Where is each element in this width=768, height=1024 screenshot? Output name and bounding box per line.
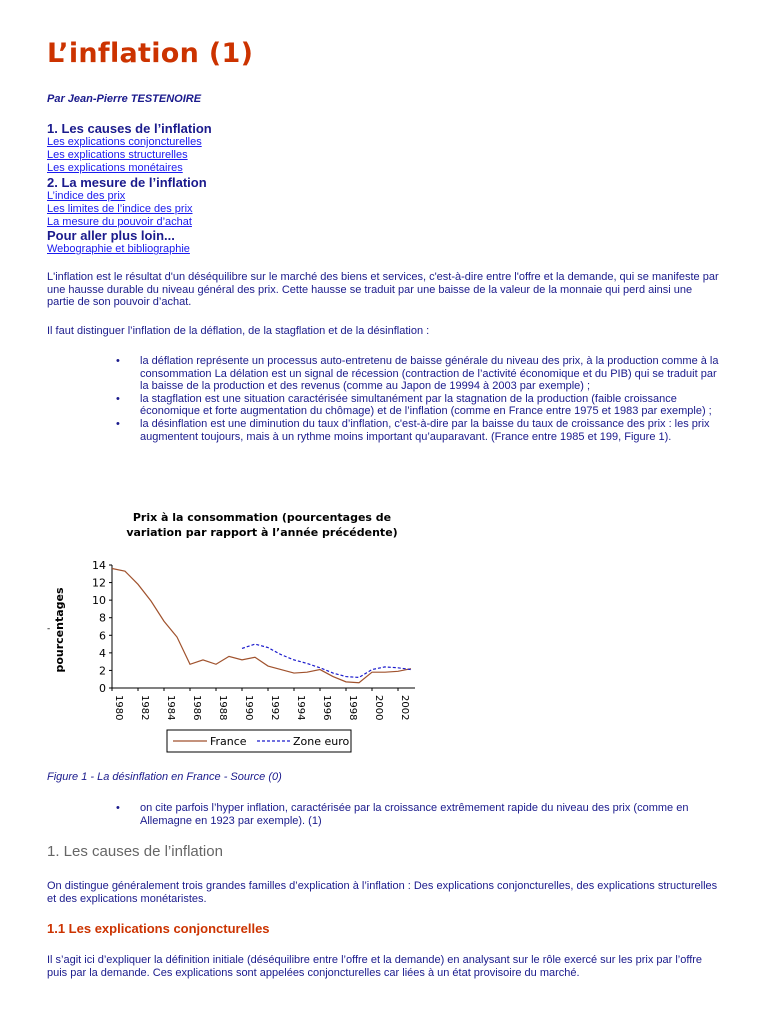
distinguish-paragraph: Il faut distinguer l’inflation de la déflation, de la stagflation et de la désinflation :: [47, 325, 430, 337]
chart-legend: [167, 730, 351, 752]
chart-y-label: pourcentages: [53, 587, 66, 673]
figure-caption: Figure 1 - La désinflation en France - Source (0): [47, 771, 282, 783]
list-item-text: la désinflation est une diminution du taux d’inflation, c'est-à-dire par la baisse du taux de croissance des prix : les prix augmentent toujours, mais à un rythme moins important qu’auparavant. (France entre 1985 et 199, Figure 1).: [140, 417, 710, 443]
toc-link-limites-indice[interactable]: Les limites de l’indice des prix: [47, 202, 193, 215]
y-tick-label: 8: [99, 611, 106, 625]
x-tick-label: 1988: [217, 695, 228, 721]
y-tick-label: 14: [92, 559, 106, 572]
x-tick-label: 1984: [165, 695, 176, 721]
bullet-icon: •: [116, 802, 120, 814]
list-item: [47, 418, 722, 443]
toc-link-structurelles[interactable]: Les explications structurelles: [47, 149, 188, 162]
list-item-text: la déflation représente un processus auto-entretenu de baisse générale du niveau des prix, à la production comme à la consommation La délation est un signal de récession (contraction de l’activité économique et du PIB) qui se traduit par la baisse de la production et des revenus (comme au Japon de 19994 à 2003 par exemple) ;: [140, 355, 719, 393]
y-tick-label: 6: [99, 629, 106, 643]
x-tick-label: 1982: [139, 695, 150, 721]
table-of-contents: [47, 122, 212, 256]
toc-section-2: 2. La mesure de l’inflation: [47, 174, 207, 190]
x-tick-label: 1986: [191, 695, 202, 721]
intro-paragraph: L'inflation est le résultat d'un déséquilibre sur le marché des biens et services, c'est-à-dire entre l'offre et la demande, qui se manifeste par une hausse durable du niveau général des prix. Cette hausse se traduit par une baisse de la valeur de la monnaie qui perd ainsi une partie de son pouvoir d’achat.: [47, 271, 719, 309]
section-1-1-heading: 1.1 Les explications conjoncturelles: [47, 921, 270, 936]
chart-title-line-2: variation par rapport à l’année précédente): [126, 526, 398, 539]
toc-link-webographie[interactable]: Webographie et bibliographie: [47, 243, 190, 256]
chart-title-line-1: Prix à la consommation (pourcentages de: [132, 511, 392, 524]
toc-link-monetaires[interactable]: Les explications monétaires: [47, 162, 183, 175]
page-title: L’inflation (1): [47, 38, 254, 69]
y-tick-label: 12: [92, 576, 106, 590]
section-1-heading: 1. Les causes de l’inflation: [47, 843, 223, 860]
x-tick-label: 2000: [373, 695, 384, 721]
section-1-1-text: Il s’agit ici d’expliquer la définition initiale (déséquilibre entre l’offre et la demande) en analysant sur le rôle exercé sur les prix par l’offre puis par la demande. Ces explications sont appelées conjoncturelles car liées à un état provisoire du marché.: [47, 954, 703, 979]
x-tick-label: 1994: [295, 695, 306, 721]
x-tick-label: 1996: [321, 695, 332, 721]
list-item-text: la stagflation est une situation caractérisée simultanément par la stagnation de la production (faible croissance économique et forte augmentation du chômage) et de l’inflation (comme en France entre 1975 et 1983 par exemple) ;: [140, 392, 712, 418]
toc-section-1: 1. Les causes de l’inflation: [47, 121, 212, 136]
chart-y-label-mark: -: [47, 624, 51, 634]
chart-axes: [92, 559, 415, 720]
series-line-france: [112, 569, 411, 683]
bullet-icon: •: [116, 355, 120, 367]
x-tick-label: 1980: [113, 695, 124, 721]
toc-link-conjoncturelles[interactable]: Les explications conjoncturelles: [47, 136, 202, 148]
x-tick-label: 1992: [269, 695, 280, 721]
y-tick-label: 0: [99, 682, 106, 695]
legend-euro-label: Zone euro: [293, 735, 350, 748]
y-tick-label: 2: [99, 664, 106, 678]
chart-series: [112, 569, 411, 683]
bullet-icon: •: [116, 392, 120, 405]
toc-link-indice-prix[interactable]: L’indice des prix: [47, 189, 126, 202]
list-item-text: on cite parfois l’hyper inflation, caractérisée par la croissance extrêmement rapide du niveau des prix (comme en Allemagne en 1923 par exemple). (1): [140, 802, 689, 827]
hyperinflation-list: [47, 802, 722, 827]
y-tick-label: 4: [99, 646, 106, 660]
list-item: [47, 355, 722, 393]
y-tick-label: 10: [92, 594, 106, 608]
list-item: [47, 802, 722, 827]
x-tick-label: 2002: [399, 695, 410, 721]
section-1-intro: On distingue généralement trois grandes familles d’explication à l’inflation : Des explications conjoncturelles, des explications structurelles et des explications monétaristes.: [47, 880, 718, 905]
x-tick-label: 1998: [347, 695, 358, 721]
x-tick-label: 1990: [243, 695, 254, 721]
chart-svg: [47, 505, 427, 755]
bullet-icon: •: [116, 417, 120, 430]
toc-section-3: Pour aller plus loin...: [47, 228, 175, 244]
legend-france-label: France: [210, 735, 247, 748]
inflation-chart: [47, 505, 427, 755]
author-line: Par Jean-Pierre TESTENOIRE: [47, 93, 202, 105]
definitions-list: [47, 355, 722, 443]
toc-link-pouvoir-achat[interactable]: La mesure du pouvoir d’achat: [47, 216, 192, 229]
list-item: [47, 393, 722, 418]
